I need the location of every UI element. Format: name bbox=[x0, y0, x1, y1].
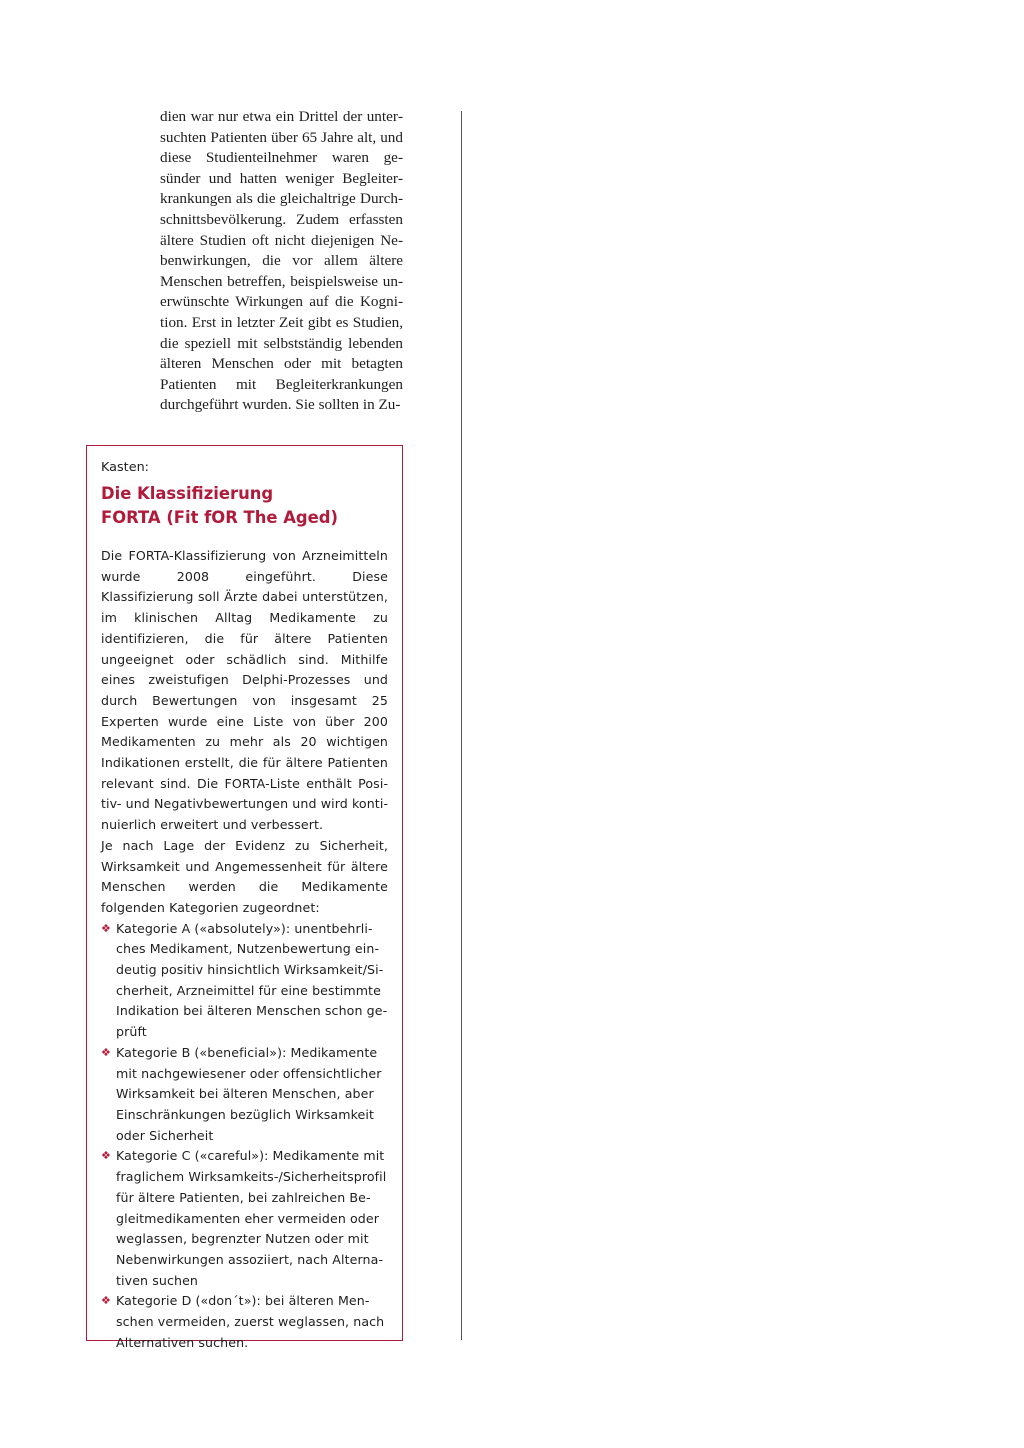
category-d-text: Kategorie D («don´t»): bei älteren Menschen vermeiden, zuerst weglassen, nach Alternativen suchen. bbox=[116, 1293, 385, 1350]
diamond-bullet-icon: ❖ bbox=[101, 1294, 111, 1308]
box-kicker: Kasten: bbox=[101, 460, 149, 475]
list-item-category-a bbox=[101, 919, 388, 1043]
category-c-text: Kategorie C («careful»): Medikamente mit fraglichem Wirksamkeits-/Sicherheitsprofil für ältere Patienten, bei zahlreichen Begleitmedikamenten eher vermeiden oder weglassen, begrenzter Nutzen oder mit Nebenwirkungen assoziiert, nach Alternativen suchen bbox=[116, 1148, 387, 1288]
category-b-text: Kategorie B («beneficial»): Medikamente mit nachgewiesener oder offensichtlicher Wirksamkeit bei älteren Menschen, aber Einschränkungen bezüglich Wirksamkeit oder Sicherheit bbox=[116, 1044, 382, 1143]
column-divider bbox=[461, 111, 462, 1340]
diamond-bullet-icon: ❖ bbox=[101, 921, 111, 935]
box-title bbox=[101, 482, 388, 530]
box-title-line-2: FORTA (Fit fOR The Aged) bbox=[101, 508, 338, 527]
category-list bbox=[101, 919, 388, 1354]
list-item-category-d bbox=[101, 1291, 388, 1353]
diamond-bullet-icon: ❖ bbox=[101, 1149, 111, 1163]
list-item-category-c bbox=[101, 1146, 388, 1291]
box-title-line-1: Die Klassifizierung bbox=[101, 484, 274, 503]
body-text-column: dien war nur etwa ein Drittel der untersuchten Patienten über 65 Jahre alt, und diese Studienteilnehmer waren gesünder und hatten weniger Begleiterkrankungen als die gleichaltrige Durchschnittsbevölkerung. Zudem erfassten ältere Studien oft nicht diejenigen Nebenwirkungen, die vor allem ältere Menschen betreffen, beispielsweise unerwünschte Wirkungen auf die Kognition. Erst in letzter Zeit gibt es Studien, die speziell mit selbstständig lebenden älteren Menschen oder mit betagten Patienten mit Begleiterkrankungen durchgeführt wurden. Sie sollten in Zu- bbox=[160, 108, 403, 414]
info-box-forta bbox=[86, 445, 403, 1350]
diamond-bullet-icon: ❖ bbox=[101, 1045, 111, 1059]
category-a-text: Kategorie A («absolutely»): unentbehrliches Medikament, Nutzenbewertung eindeutig positiv hinsichtlich Wirksamkeit/Sicherheit, Arzneimittel für eine bestimmte Indikation bei älteren Menschen schon geprüft bbox=[116, 920, 388, 1040]
box-paragraph-categories-intro: Je nach Lage der Evidenz zu Sicherheit, Wirksamkeit und Angemessenheit für ältere Menschen werden die Medikamente folgenden Kategorien zugeordnet: bbox=[101, 837, 388, 915]
box-paragraph-intro: Die FORTA-Klassifizierung von Arzneimitteln wurde 2008 eingeführt. Diese Klassifizierung soll Ärzte dabei unterstützen, im klinischen Alltag Medikamente zu identifizieren, die für ältere Patienten ungeeignet oder schädlich sind. Mithilfe eines zweistufigen Delphi-Prozesses und durch Bewertungen von insgesamt 25 Experten wurde eine Liste von über 200 Medikamenten zu mehr als 20 wichtigen Indikationen erstellt, die für ältere Patienten relevant sind. Die FORTA-Liste enthält Positiv- und Negativbewertungen und wird kontinuierlich erweitert und verbessert. bbox=[101, 548, 388, 833]
list-item-category-b bbox=[101, 1043, 388, 1147]
